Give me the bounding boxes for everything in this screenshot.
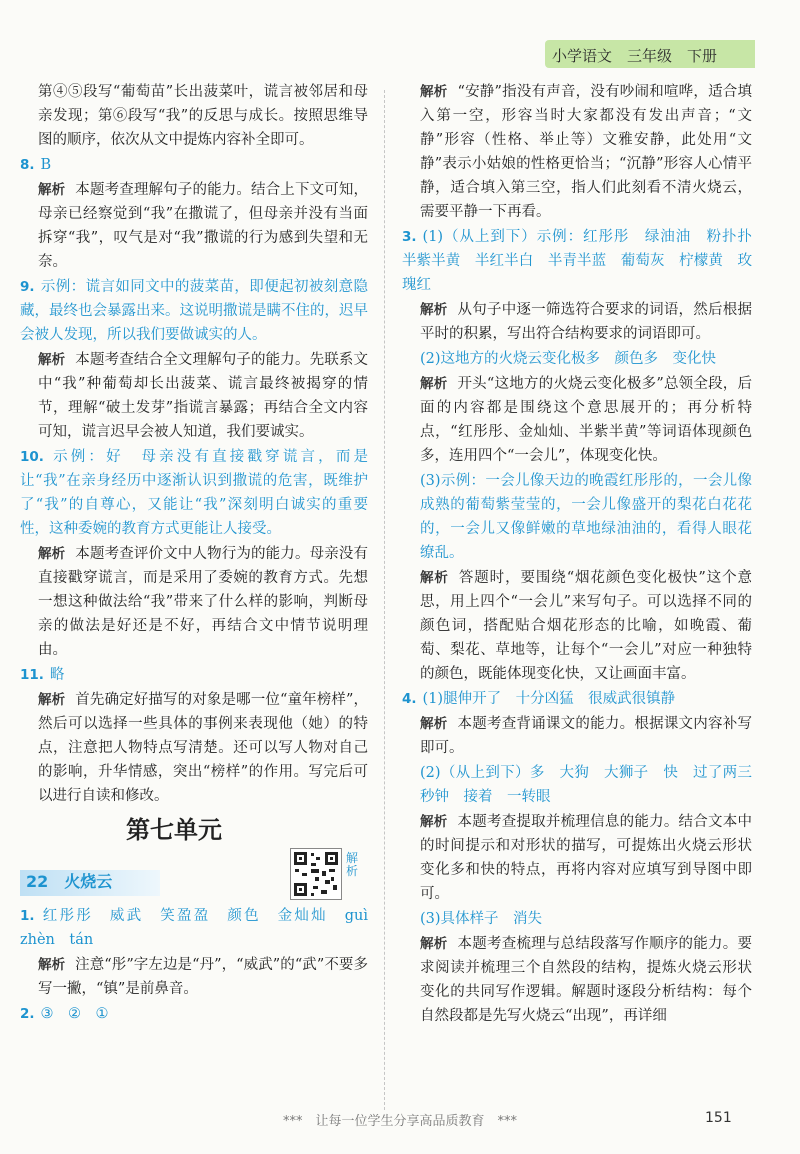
question-9 bbox=[20, 275, 368, 347]
question-11 bbox=[20, 663, 368, 687]
footer-slogan: *** 让每一位学生分享高品质教育 *** bbox=[282, 1114, 517, 1129]
q10-exp-label: 解析 bbox=[38, 546, 66, 562]
q8-explanation bbox=[20, 178, 368, 274]
q9-exp-label: 解析 bbox=[38, 352, 66, 368]
s1-exp-label: 解析 bbox=[38, 957, 66, 973]
q3-exp3-text: 答题时，要围绕“烟花颜色变化极快”这个意思，用上四个“一会儿”来写句子。可以选择不同的颜色词，搭配贴合烟花形态的比喻，如晚霞、葡萄、梨花、草地等，让每个“一会儿”对应一种独特的颜色，既能体现变化快，又让画面丰富。 bbox=[420, 570, 752, 682]
q4-answer-2: (2)（从上到下）多 大狗 大狮子 快 过了两三秒钟 接着 一转眼 bbox=[420, 765, 752, 805]
r-exp1-text: “安静”指没有声音，没有吵闹和喧哗，适合填入第一空，形容当时大家都没有发出声音；“文静”形容（性格、举止等）文雅安静，此处用“文静”表示小姑娘的性格更恰当；“沉静”形容人心情平静，适合填入第三空，指人们此刻看不清火烧云，需要平静一下再看。 bbox=[420, 84, 753, 220]
s2-number: 2. bbox=[20, 1006, 35, 1022]
q3-exp2-text: 开头“这地方的火烧云变化极多”总领全段，后面的内容都是围绕这个意思展开的；再分析特点，“红彤彤、金灿灿、半紫半黄”等词语体现颜色多，连用四个“一会儿”，体现变化快。 bbox=[420, 376, 753, 464]
q4-answer-1: (1)腿伸开了 十分凶猛 很威武很镇静 bbox=[422, 691, 676, 707]
q8-exp-label: 解析 bbox=[38, 182, 66, 198]
page-number: 151 bbox=[705, 1110, 732, 1126]
q4-explanation-2 bbox=[402, 810, 752, 906]
s1-number: 1. bbox=[20, 908, 35, 924]
q3-explanation-2 bbox=[402, 372, 752, 468]
q11-exp-text: 首先确定好描写的对象是哪一位“童年榜样”，然后可以选择一些具体的事例来表现他（她）的特点，注意把人物特点写清楚。还可以写人物对自己的影响，升华情感，突出“榜样”的作用。写完后可以进行自读和修改。 bbox=[38, 692, 369, 804]
question-10 bbox=[20, 445, 368, 541]
q3-number: 3. bbox=[402, 229, 417, 245]
q4-exp2-text: 本题考查提取并梳理信息的能力。结合文本中的时间提示和对形状的描写，可提炼出火烧云形状变化多和快的特点，再将内容对应填写到导图中即可。 bbox=[420, 814, 753, 902]
lesson-question-2 bbox=[20, 1002, 368, 1026]
q4-explanation-1 bbox=[402, 712, 752, 760]
q10-number: 10. bbox=[20, 449, 44, 465]
lesson-question-1 bbox=[20, 904, 383, 952]
s1-exp-text: 注意“彤”字左边是“丹”，“威武”的“武”不要多写一撇，“镇”是前鼻音。 bbox=[38, 957, 368, 997]
q10-exp-text: 本题考查评价文中人物行为的能力。母亲没有直接戳穿谎言，而是采用了委婉的教育方式。先想一想这种做法给“我”带来了什么样的影响，判断母亲的做法是好还是不好，再结合文中情节说明理由。 bbox=[38, 546, 369, 658]
question-4 bbox=[402, 687, 752, 711]
r-explanation-1 bbox=[402, 80, 752, 224]
q3-explanation-1 bbox=[402, 298, 752, 346]
column-divider bbox=[384, 90, 385, 1110]
q4-explanation-3 bbox=[402, 932, 752, 1028]
right-column bbox=[402, 80, 767, 1029]
q4-exp1-label: 解析 bbox=[420, 716, 448, 732]
qr-label: 解析 bbox=[346, 851, 359, 878]
q8-exp-text: 本题考查理解句子的能力。结合上下文可知，母亲已经察觉到“我”在撒谎了，但母亲并没有当面拆穿“我”，叹气是对“我”撒谎的行为感到失望和无奈。 bbox=[38, 182, 369, 270]
lesson-header bbox=[20, 848, 368, 904]
q9-exp-text: 本题考查结合全文理解句子的能力。先联系文中“我”种葡萄却长出菠菜、谎言最终被揭穿的情节，理解“破土发芽”指谎言暴露；再结合全文内容可知，谎言迟早会被人知道，我们要诚实。 bbox=[38, 352, 369, 440]
q11-number: 11. bbox=[20, 667, 44, 683]
q9-explanation bbox=[20, 348, 368, 444]
q4-number: 4. bbox=[402, 691, 417, 707]
q3-exp1-label: 解析 bbox=[420, 302, 448, 318]
question-8 bbox=[20, 153, 368, 177]
r-exp1-label: 解析 bbox=[420, 84, 448, 100]
q4-exp2-label: 解析 bbox=[420, 814, 448, 830]
text-block: 第④⑤段写“葡萄苗”长出菠菜叶，谎言被邻居和母亲发现；第⑥段写“我”的反思与成长。按照思维导图的顺序，依次从文中提炼内容补全即可。 bbox=[38, 84, 368, 148]
lesson-title: 22 火烧云 bbox=[26, 872, 113, 891]
q8-number: 8. bbox=[20, 157, 35, 173]
unit-title: 第七单元 bbox=[126, 816, 222, 844]
q9-number: 9. bbox=[20, 279, 35, 295]
qr-code-icon[interactable] bbox=[290, 848, 342, 900]
q4-exp3-label: 解析 bbox=[420, 936, 448, 952]
q9-answer: 示例：谎言如同文中的菠菜苗，即便起初被刻意隐藏，最终也会暴露出来。这说明撒谎是瞒不住的，迟早会被人发现，所以我们要做诚实的人。 bbox=[20, 279, 368, 343]
q4-exp1-text: 本题考查背诵课文的能力。根据课文内容补写即可。 bbox=[420, 716, 753, 756]
s1-answer: 红彤彤 威武 笑盈盈 颜色 金灿灿 guì zhèn tán bbox=[20, 908, 383, 948]
s1-explanation bbox=[20, 953, 368, 1001]
q3-exp3-label: 解析 bbox=[420, 570, 449, 586]
q4-exp3-text: 本题考查梳理与总结段落写作顺序的能力。要求阅读并梳理三个自然段的结构，提炼火烧云形状变化的共同写作逻辑。解题时逐段分析结构：每个自然段都是先写火烧云“出现”，再详细 bbox=[420, 936, 753, 1024]
q11-exp-label: 解析 bbox=[38, 692, 66, 708]
s2-answer: ③ ② ① bbox=[40, 1006, 109, 1022]
q3-exp2-label: 解析 bbox=[420, 376, 448, 392]
question-3 bbox=[402, 225, 767, 297]
q3-answer-3: (3)示例：一会儿像天边的晚霞红彤彤的，一会儿像成熟的葡萄紫莹莹的，一会儿像盛开的梨花白花花的，一会儿又像鲜嫩的草地绿油油的，看得人眼花缭乱。 bbox=[420, 473, 752, 561]
q3-exp1-text: 从句子中逐一筛选符合要求的词语，然后根据平时的积累，写出符合结构要求的词语即可。 bbox=[420, 302, 753, 342]
q3-explanation-3 bbox=[402, 566, 752, 686]
left-column bbox=[20, 80, 383, 1027]
q11-explanation bbox=[20, 688, 368, 808]
q8-answer: B bbox=[40, 157, 52, 173]
header-title: 小学语文 三年级 下册 bbox=[552, 47, 718, 65]
q3-answer-1: (1)（从上到下）示例：红彤彤 绿油油 粉扑扑 半紫半黄 半红半白 半青半蓝 葡萄灰 柠檬黄 玫瑰红 bbox=[402, 229, 767, 293]
q10-answer: 示例：好 母亲没有直接戳穿谎言，而是让“我”在亲身经历中逐渐认识到撒谎的危害，既维护了“我”的自尊心，又能让“我”深刻明白诚实的重要性，这种委婉的教育方式更能让人接受。 bbox=[20, 449, 368, 537]
q3-answer-2: (2)这地方的火烧云变化极多 颜色多 变化快 bbox=[420, 351, 717, 367]
q10-explanation bbox=[20, 542, 368, 662]
q4-answer-3: (3)具体样子 消失 bbox=[420, 911, 543, 927]
q11-answer: 略 bbox=[49, 667, 65, 683]
